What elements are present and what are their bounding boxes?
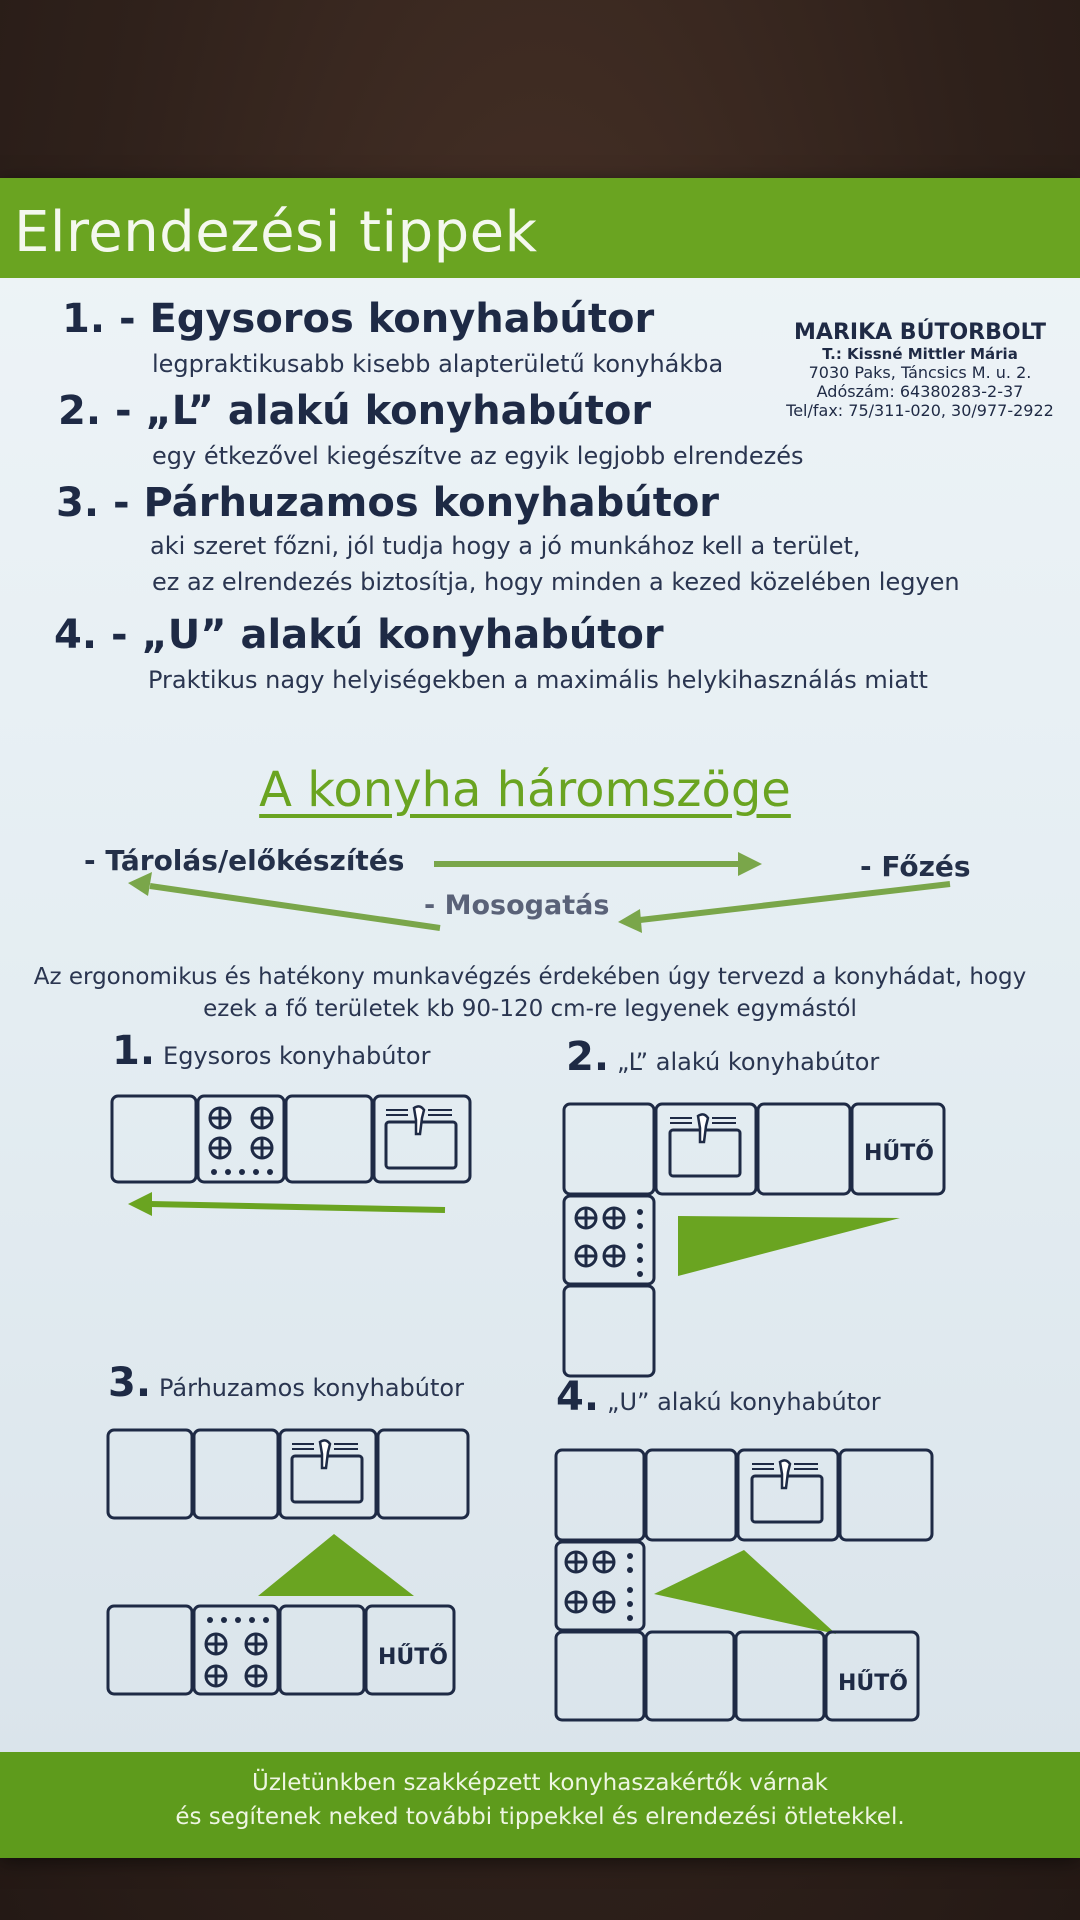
diagram-1-number: 1. xyxy=(112,1028,156,1074)
footer-line-2: és segítenek neked további tippekkel és elrendezési ötletekkel. xyxy=(175,1804,905,1830)
label-washing: - Mosogatás xyxy=(424,890,610,921)
shop-address: 7030 Paks, Táncsics M. u. 2. xyxy=(808,363,1032,382)
ergonomics-line-2: ezek a fő területek kb 90-120 cm-re legyenek egymástól xyxy=(203,996,857,1022)
diagram-4-drawing xyxy=(556,1450,932,1720)
ergonomics-line-1: Az ergonomikus és hatékony munkavégzés érdekében úgy tervezd a konyhádat, hogy xyxy=(33,964,1027,990)
tip-3-title: 3. - Párhuzamos konyhabútor xyxy=(56,480,720,526)
label-cooking: - Főzés xyxy=(860,850,971,883)
tip-3-text-2: ez az elrendezés biztosítja, hogy minden a kezed közelében legyen xyxy=(152,568,960,596)
diagram-1-label: Egysoros konyhabútor xyxy=(163,1042,431,1070)
flyer-sheet xyxy=(0,178,1080,1858)
tip-3-text-1: aki szeret főzni, jól tudja hogy a jó munkához kell a terület, xyxy=(150,532,861,560)
diagram-4-number: 4. xyxy=(556,1374,600,1420)
tip-2-title: 2. - „L” alakú konyhabútor xyxy=(58,388,652,434)
tip-4-title: 4. - „U” alakú konyhabútor xyxy=(54,612,664,658)
shop-owner: T.: Kissné Mittler Mária xyxy=(822,345,1018,363)
diagram-2-label: „L” alakú konyhabútor xyxy=(617,1048,880,1076)
diagram-3-number: 3. xyxy=(108,1360,152,1406)
diagram-4-label: „U” alakú konyhabútor xyxy=(607,1388,881,1416)
triangle-title: A konyha háromszöge xyxy=(259,762,791,818)
shop-tax-number: Adószám: 64380283-2-37 xyxy=(816,382,1024,401)
shop-name: MARIKA BÚTORBOLT xyxy=(794,320,1046,345)
fridge-label: HŰTŐ xyxy=(378,1645,448,1670)
shop-phone: Tel/fax: 75/311-020, 30/977-2922 xyxy=(786,401,1054,420)
label-storage: - Tárolás/előkészítés xyxy=(84,844,405,877)
triangle-arrows xyxy=(128,852,950,933)
fridge-label: HŰTŐ xyxy=(864,1141,934,1166)
footer-line-1: Üzletünkben szakképzett konyhaszakértők várnak xyxy=(251,1770,829,1796)
fridge-label: HŰTŐ xyxy=(838,1671,908,1696)
layout-drawings xyxy=(0,178,1080,1858)
tip-1-title: 1. - Egysoros konyhabútor xyxy=(62,296,655,342)
footer-band xyxy=(0,1752,1080,1858)
tip-1-text: legpraktikusabb kisebb alapterületű konyhákba xyxy=(152,350,724,378)
diagram-3-label: Párhuzamos konyhabútor xyxy=(159,1374,464,1402)
page-title: Elrendezési tippek xyxy=(14,200,538,265)
tip-4-text: Praktikus nagy helyiségekben a maximális helykihasználás miatt xyxy=(148,666,928,694)
diagram-2-drawing xyxy=(564,1104,944,1376)
tip-2-text: egy étkezővel kiegészítve az egyik legjobb elrendezés xyxy=(152,442,804,470)
diagram-3-drawing xyxy=(108,1430,468,1694)
diagram-2-number: 2. xyxy=(566,1034,610,1080)
diagram-1-drawing xyxy=(112,1096,470,1216)
